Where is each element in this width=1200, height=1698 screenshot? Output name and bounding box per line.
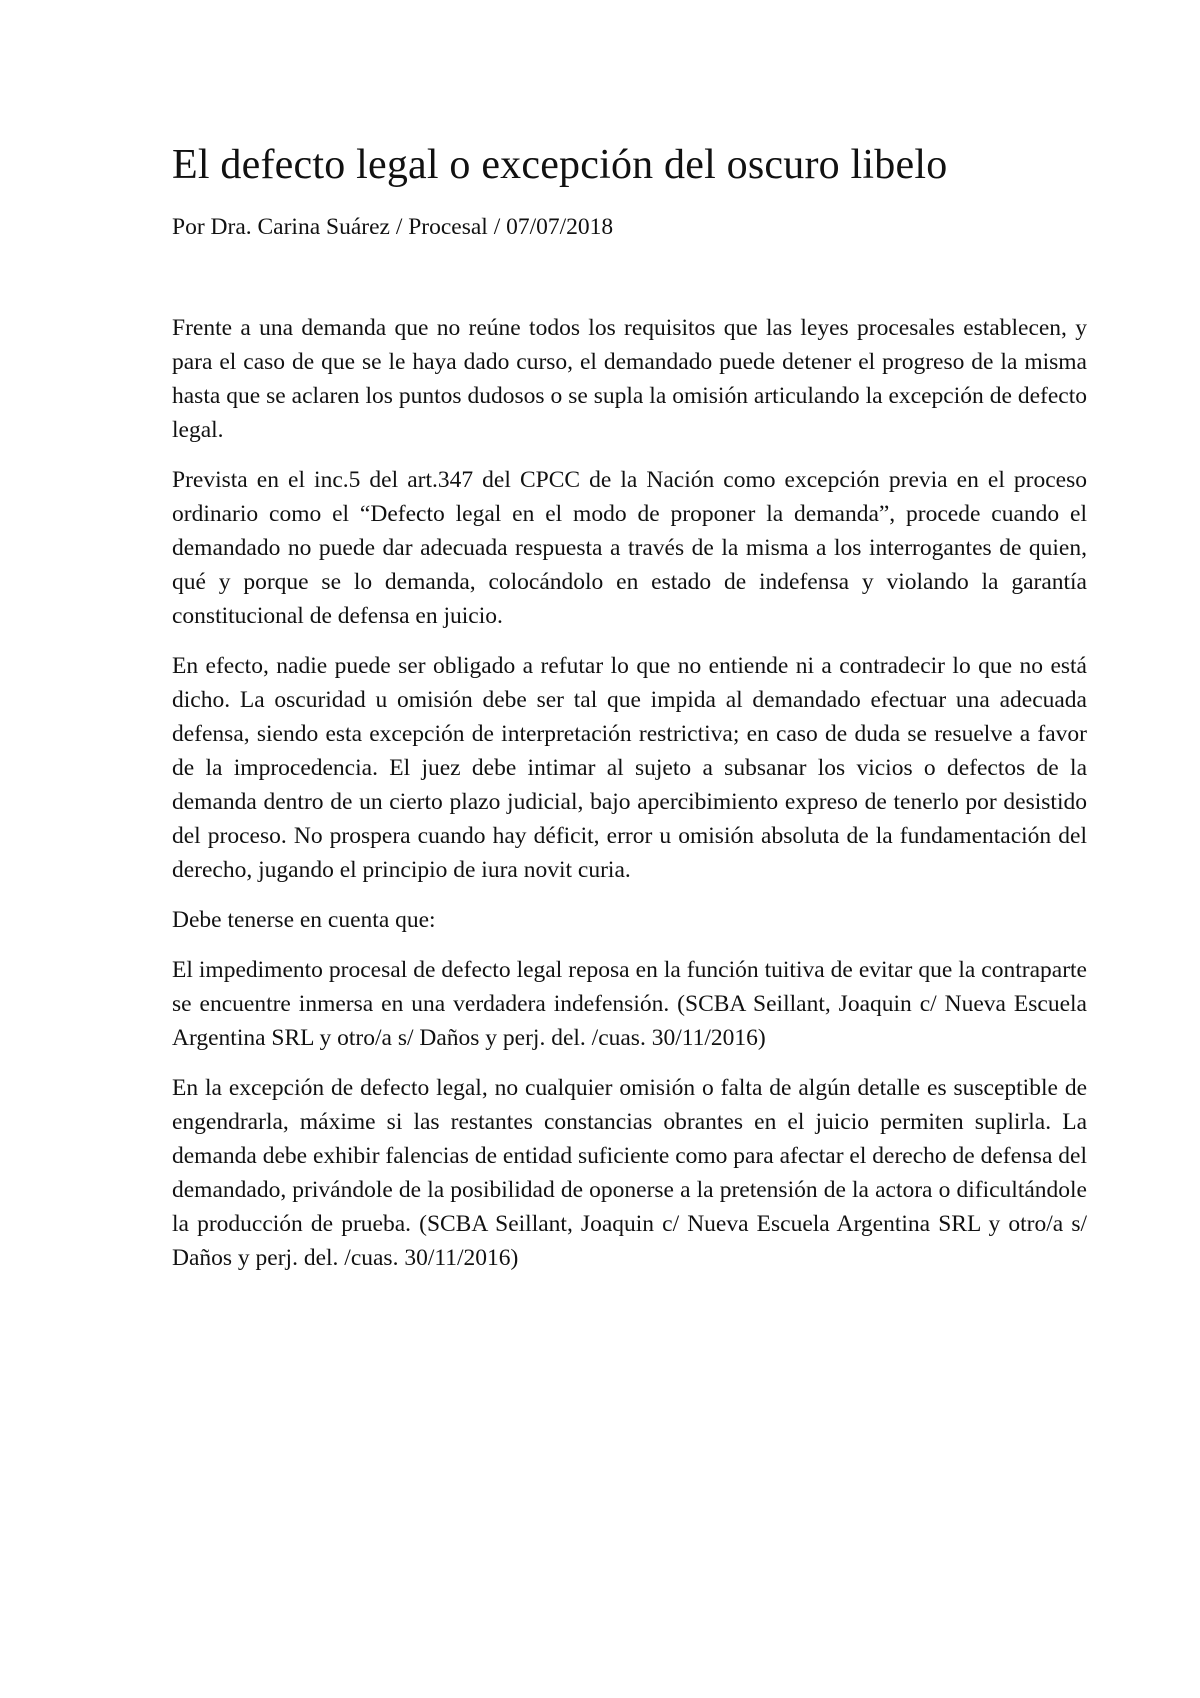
paragraph-citation-2: En la excepción de defecto legal, no cualquier omisión o falta de algún detalle es susceptible de engendrarla, máxime si las restantes constancias obrantes en el juicio permiten suplirla. La demanda debe exhibir falencias de entidad suficiente como para afectar el derecho de defensa del demandado, privándole de la posibilidad de oponerse a la pretensión de la actora o dificultándole la producción de prueba. (SCBA Seillant, Joaquin c/ Nueva Escuela Argentina SRL y otro/a s/ Daños y perj. del. /cuas. 30/11/2016) [172,1074,1087,1271]
paragraph-scope: En efecto, nadie puede ser obligado a refutar lo que no entiende ni a contradecir lo que no está dicho. La oscuridad u omisión debe ser tal que impida al demandado efectuar una adecuada defensa, siendo esta excepción de interpretación restrictiva; en caso de duda se resuelve a favor de la improcedencia. El juez debe intimar al sujeto a subsanar los vicios o defectos de la demanda dentro de un cierto plazo judicial, bajo apercibimiento expreso de tenerlo por desistido del proceso. No prospera cuando hay déficit, error u omisión absoluta de la fundamentación del derecho, jugando el principio de iura novit curia. [172,652,1087,883]
article-body [172,311,1087,1275]
paragraph-note: Debe tenerse en cuenta que: [172,906,436,933]
article-byline: Por Dra. Carina Suárez / Procesal / 07/07/2018 [172,214,614,241]
paragraph-intro: Frente a una demanda que no reúne todos los requisitos que las leyes procesales establecen, y para el caso de que se le haya dado curso, el demandado puede detener el progreso de la misma hasta que se aclaren los puntos dudosos o se supla la omisión articulando la excepción de defecto legal. [172,314,1087,443]
article-title: El defecto legal o excepción del oscuro libelo [172,142,948,188]
paragraph-citation-1: El impedimento procesal de defecto legal reposa en la función tuitiva de evitar que la contraparte se encuentre inmersa en una verdadera indefensión. (SCBA Seillant, Joaquin c/ Nueva Escuela Argentina SRL y otro/a s/ Daños y perj. del. /cuas. 30/11/2016) [172,956,1087,1051]
paragraph-legal-basis: Prevista en el inc.5 del art.347 del CPCC de la Nación como excepción previa en el proceso ordinario como el “Defecto legal en el modo de proponer la demanda”, procede cuando el demandado no puede dar adecuada respuesta a través de la misma a los interrogantes de quien, qué y porque se lo demanda, colocándolo en estado de indefensa y violando la garantía constitucional de defensa en juicio. [172,466,1087,629]
document-page [172,140,1087,1291]
